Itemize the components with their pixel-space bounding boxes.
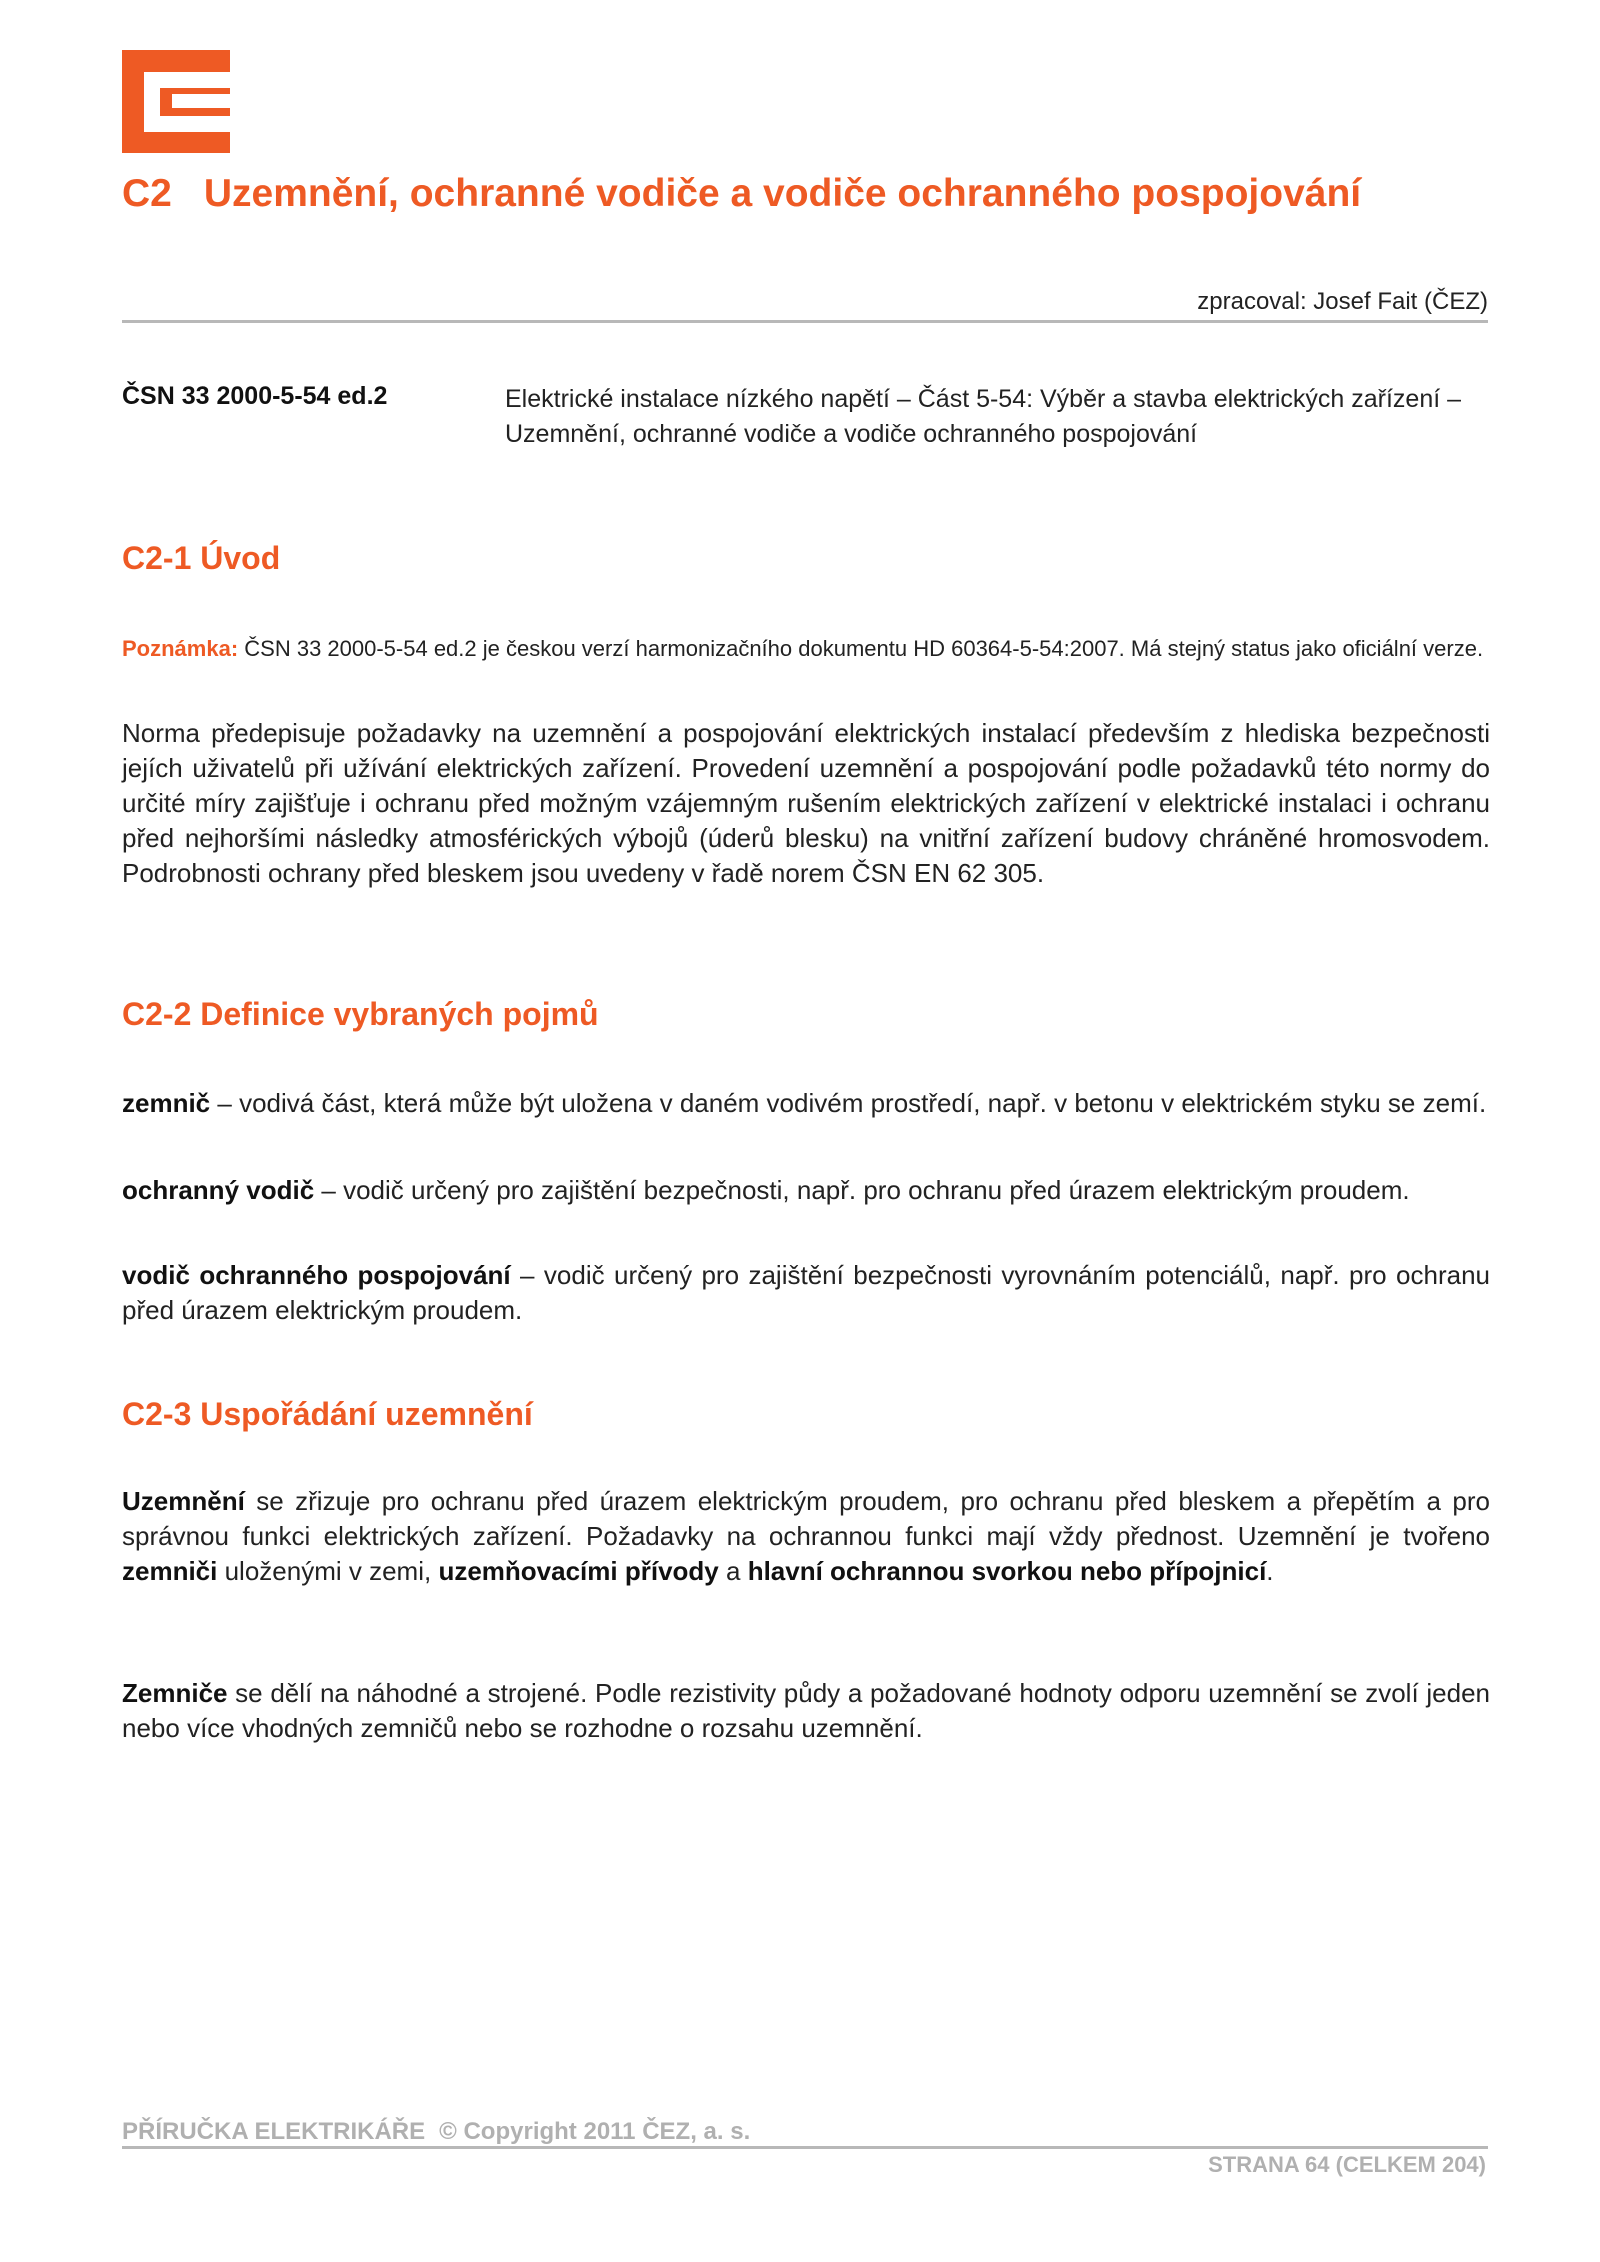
standard-code: ČSN 33 2000-5-54 ed.2 bbox=[122, 382, 388, 410]
definition-term: ochranný vodič bbox=[122, 1175, 315, 1205]
footer-publication bbox=[122, 2118, 750, 2146]
chapter-title-text: Uzemnění, ochranné vodiče a vodiče ochranného pospojování bbox=[203, 172, 1362, 215]
chapter-number: C2 bbox=[122, 172, 172, 215]
grounding-paragraph bbox=[122, 1484, 1490, 1589]
page-number: STRANA 64 (CELKEM 204) bbox=[1208, 2152, 1486, 2177]
section-heading-definice: C2-2 Definice vybraných pojmů bbox=[122, 996, 599, 1032]
copyright: © Copyright 2011 ČEZ, a. s. bbox=[439, 2118, 751, 2145]
bold-term: zemniči bbox=[122, 1556, 218, 1586]
logo-shape bbox=[144, 116, 230, 132]
definition-term: zemnič bbox=[122, 1088, 211, 1118]
logo-shape bbox=[172, 94, 230, 108]
note bbox=[122, 632, 1490, 666]
header-divider bbox=[122, 320, 1488, 323]
bold-term: Zemniče bbox=[122, 1678, 228, 1708]
publication-name: PŘÍRUČKA ELEKTRIKÁŘE bbox=[122, 2118, 426, 2145]
section-heading-uvod: C2-1 Úvod bbox=[122, 540, 281, 576]
definition-term: vodič ochranného pospojování bbox=[122, 1260, 511, 1290]
definition-text: – vodič určený pro zajištění bezpečnosti, např. pro ochranu před úrazem elektrickým proudem. bbox=[314, 1175, 1410, 1205]
definition-item bbox=[122, 1258, 1490, 1328]
definition-item bbox=[122, 1173, 1490, 1208]
intro-paragraph: Norma předepisuje požadavky na uzemnění a pospojování elektrických instalací především z hlediska bezpečnosti jejích uživatelů při užívání elektrických zařízení. Provedení uzemnění a pospojování podle požadavků této normy do určité míry zajišťuje i ochranu před možným vzájemným rušením elektrických zařízení v elektrické instalaci i ochranu před nejhoršími následky atmosférických výbojů (úderů blesku) na vnitřní zařízení budovy chráněné hromosvodem. Podrobnosti ochrany před bleskem jsou uvedeny v řadě norem ČSN EN 62 305. bbox=[122, 718, 1490, 888]
paragraph-text: se dělí na náhodné a strojené. Podle rezistivity půdy a požadované hodnoty odporu uzemnění se zvolí jeden nebo více vhodných zemničů nebo se rozhodne o rozsahu uzemnění. bbox=[122, 1678, 1490, 1743]
bold-term: hlavní ochrannou svorkou nebo přípojnicí bbox=[747, 1556, 1267, 1586]
bold-term: Uzemnění bbox=[122, 1486, 245, 1516]
chapter-title bbox=[122, 170, 1482, 218]
footer-divider bbox=[122, 2146, 1488, 2149]
section-heading-usporadani: C2-3 Uspořádání uzemnění bbox=[122, 1396, 533, 1432]
author-line: zpracoval: Josef Fait (ČEZ) bbox=[1197, 288, 1488, 315]
standard-description: Elektrické instalace nízkého napětí – Část 5-54: Výběr a stavba elektrických zařízení – Uzemnění, ochranné vodiče a vodiče ochranného pospojování bbox=[505, 385, 1462, 448]
paragraph-text: se zřizuje pro ochranu před úrazem elektrickým proudem, pro ochranu před bleskem a přepětím a pro správnou funkci elektrických zařízení. Požadavky na ochrannou funkci mají vždy přednost. Uzemnění je tvořeno bbox=[122, 1486, 1490, 1551]
electrodes-paragraph bbox=[122, 1676, 1490, 1746]
definition-text: – vodič určený pro zajištění bezpečnosti vyrovnáním potenciálů, např. pro ochranu před úrazem elektrickým proudem. bbox=[122, 1260, 1490, 1325]
definition-item bbox=[122, 1086, 1490, 1121]
definition-text: – vodivá část, která může být uložena v daném vodivém prostředí, např. v betonu v elektrickém styku se zemí. bbox=[210, 1088, 1487, 1118]
cez-logo bbox=[122, 50, 230, 153]
bold-term: uzemňovacími přívody bbox=[438, 1556, 719, 1586]
paragraph-text: a bbox=[718, 1556, 748, 1586]
note-text: ČSN 33 2000-5-54 ed.2 je českou verzí harmonizačního dokumentu HD 60364-5-54:2007. Má stejný status jako oficiální verze. bbox=[238, 636, 1484, 661]
paragraph-text: uloženými v zemi, bbox=[217, 1556, 439, 1586]
paragraph-text: . bbox=[1266, 1556, 1274, 1586]
note-label: Poznámka: bbox=[122, 636, 239, 661]
